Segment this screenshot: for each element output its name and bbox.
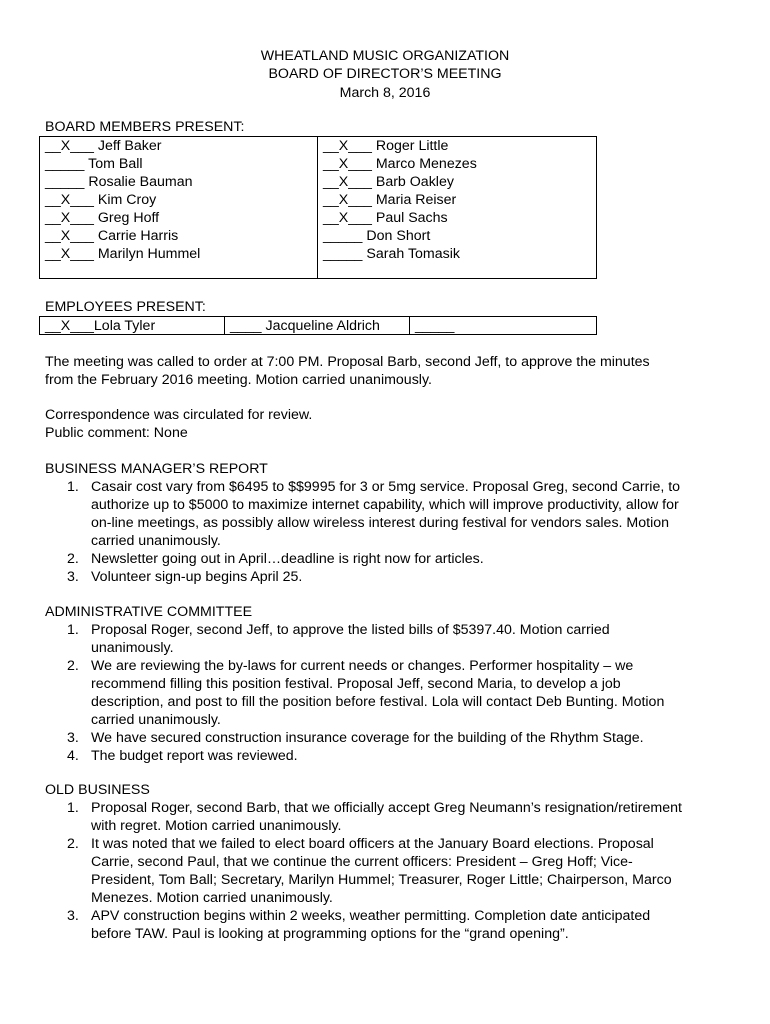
text-line: unanimously.	[91, 640, 174, 656]
board-members-heading: BOARD MEMBERS PRESENT:	[45, 119, 245, 135]
board-member: _____ Rosalie Bauman	[45, 174, 193, 190]
item-number: 2.	[67, 658, 79, 674]
old-business-heading: OLD BUSINESS	[45, 782, 150, 798]
correspondence	[45, 406, 735, 442]
board-member: __X___ Marilyn Hummel	[45, 246, 201, 262]
board-member: __X___ Greg Hoff	[45, 210, 160, 226]
text-line: Proposal Roger, second Jeff, to approve the listed bills of $5397.40. Motion carried	[91, 622, 610, 638]
text-line: Correspondence was circulated for review.	[45, 407, 313, 423]
board-member: __X___ Kim Croy	[45, 192, 157, 208]
list-item	[45, 478, 735, 550]
item-number: 4.	[67, 748, 79, 764]
board-member: __X___ Carrie Harris	[45, 228, 179, 244]
employees-divider-1	[224, 316, 225, 335]
org-title: WHEATLAND MUSIC ORGANIZATION	[260, 48, 510, 64]
text-line: APV construction begins within 2 weeks, weather permitting. Completion date anticipated	[91, 908, 651, 924]
business-manager-list	[45, 478, 735, 586]
text-line: Volunteer sign-up begins April 25.	[91, 569, 303, 585]
board-member: __X___ Marco Menezes	[323, 156, 477, 172]
item-number: 2.	[67, 551, 79, 567]
text-line: with regret. Motion carried unanimously.	[91, 818, 342, 834]
text-line: Public comment: None	[45, 425, 188, 441]
board-member: __X___ Barb Oakley	[323, 174, 454, 190]
board-left-column	[45, 137, 200, 263]
employee-cell: __X___Lola Tyler	[45, 318, 156, 334]
board-right-column	[323, 137, 477, 263]
text-line: on-line meetings, as possibly allow wireless interest during festival for vendors sales. Motion	[91, 515, 670, 531]
list-item	[45, 568, 735, 586]
board-member: _____ Sarah Tomasik	[323, 246, 460, 262]
item-number: 3.	[67, 908, 79, 924]
text-line: description, and post to fill the position before festival. Lola will contact Deb Bunting. Motion	[91, 694, 665, 710]
text-line: Carrie, second Paul, that we continue the current officers: President – Greg Hoff; Vice-	[91, 854, 633, 870]
employee-cell: _____	[415, 318, 455, 334]
board-member: __X___ Roger Little	[323, 138, 449, 154]
old-business-list	[45, 799, 735, 943]
item-number: 3.	[67, 569, 79, 585]
text-line: carried unanimously.	[91, 712, 221, 728]
employees-divider-2	[409, 316, 410, 335]
text-line: Proposal Roger, second Barb, that we officially accept Greg Neumann’s resignation/retirement	[91, 800, 682, 816]
list-item	[45, 550, 735, 568]
administrative-heading: ADMINISTRATIVE COMMITTEE	[45, 604, 253, 620]
list-item	[45, 729, 735, 747]
list-item	[45, 799, 735, 835]
meeting-date: March 8, 2016	[339, 85, 431, 101]
item-number: 1.	[67, 622, 79, 638]
item-number: 2.	[67, 836, 79, 852]
list-item	[45, 657, 735, 729]
text-line: We have secured construction insurance coverage for the building of the Rhythm Stage.	[91, 730, 644, 746]
text-line: before TAW. Paul is looking at programming options for the “grand opening”.	[91, 926, 569, 942]
text-line: carried unanimously.	[91, 533, 221, 549]
board-member: _____ Tom Ball	[45, 156, 143, 172]
list-item	[45, 747, 735, 765]
board-member: _____ Don Short	[323, 228, 431, 244]
text-line: authorize up to $5000 to maximize internet capability, which will improve productivity, allow for	[91, 497, 679, 513]
board-table-divider	[317, 136, 318, 279]
text-line: Menezes. Motion carried unanimously.	[91, 890, 333, 906]
text-line: Casair cost vary from $6495 to $$9995 for 3 or 5mg service. Proposal Greg, second Carrie, to	[91, 479, 681, 495]
text-line: The budget report was reviewed.	[91, 748, 298, 764]
item-number: 1.	[67, 479, 79, 495]
text-line: The meeting was called to order at 7:00 PM. Proposal Barb, second Jeff, to approve the minutes	[45, 354, 650, 370]
board-member: __X___ Jeff Baker	[45, 138, 162, 154]
list-item	[45, 907, 735, 943]
text-line: We are reviewing the by-laws for current needs or changes. Performer hospitality – we	[91, 658, 634, 674]
employees-heading: EMPLOYEES PRESENT:	[45, 299, 206, 315]
administrative-list	[45, 621, 735, 765]
call-to-order	[45, 353, 735, 389]
board-member: __X___ Paul Sachs	[323, 210, 448, 226]
text-line: from the February 2016 meeting. Motion carried unanimously.	[45, 372, 432, 388]
text-line: recommend filling this position festival. Proposal Jeff, second Maria, to develop a job	[91, 676, 621, 692]
list-item	[45, 835, 735, 907]
business-manager-heading: BUSINESS MANAGER’S REPORT	[45, 461, 268, 477]
text-line: It was noted that we failed to elect board officers at the January Board elections. Proposal	[91, 836, 654, 852]
meeting-title: BOARD OF DIRECTOR’S MEETING	[268, 66, 502, 82]
item-number: 1.	[67, 800, 79, 816]
employee-cell: ____ Jacqueline Aldrich	[230, 318, 380, 334]
text-line: President, Tom Ball; Secretary, Marilyn Hummel; Treasurer, Roger Little; Chairperson, Marco	[91, 872, 672, 888]
board-member: __X___ Maria Reiser	[323, 192, 457, 208]
text-line: Newsletter going out in April…deadline is right now for articles.	[91, 551, 484, 567]
item-number: 3.	[67, 730, 79, 746]
list-item	[45, 621, 735, 657]
